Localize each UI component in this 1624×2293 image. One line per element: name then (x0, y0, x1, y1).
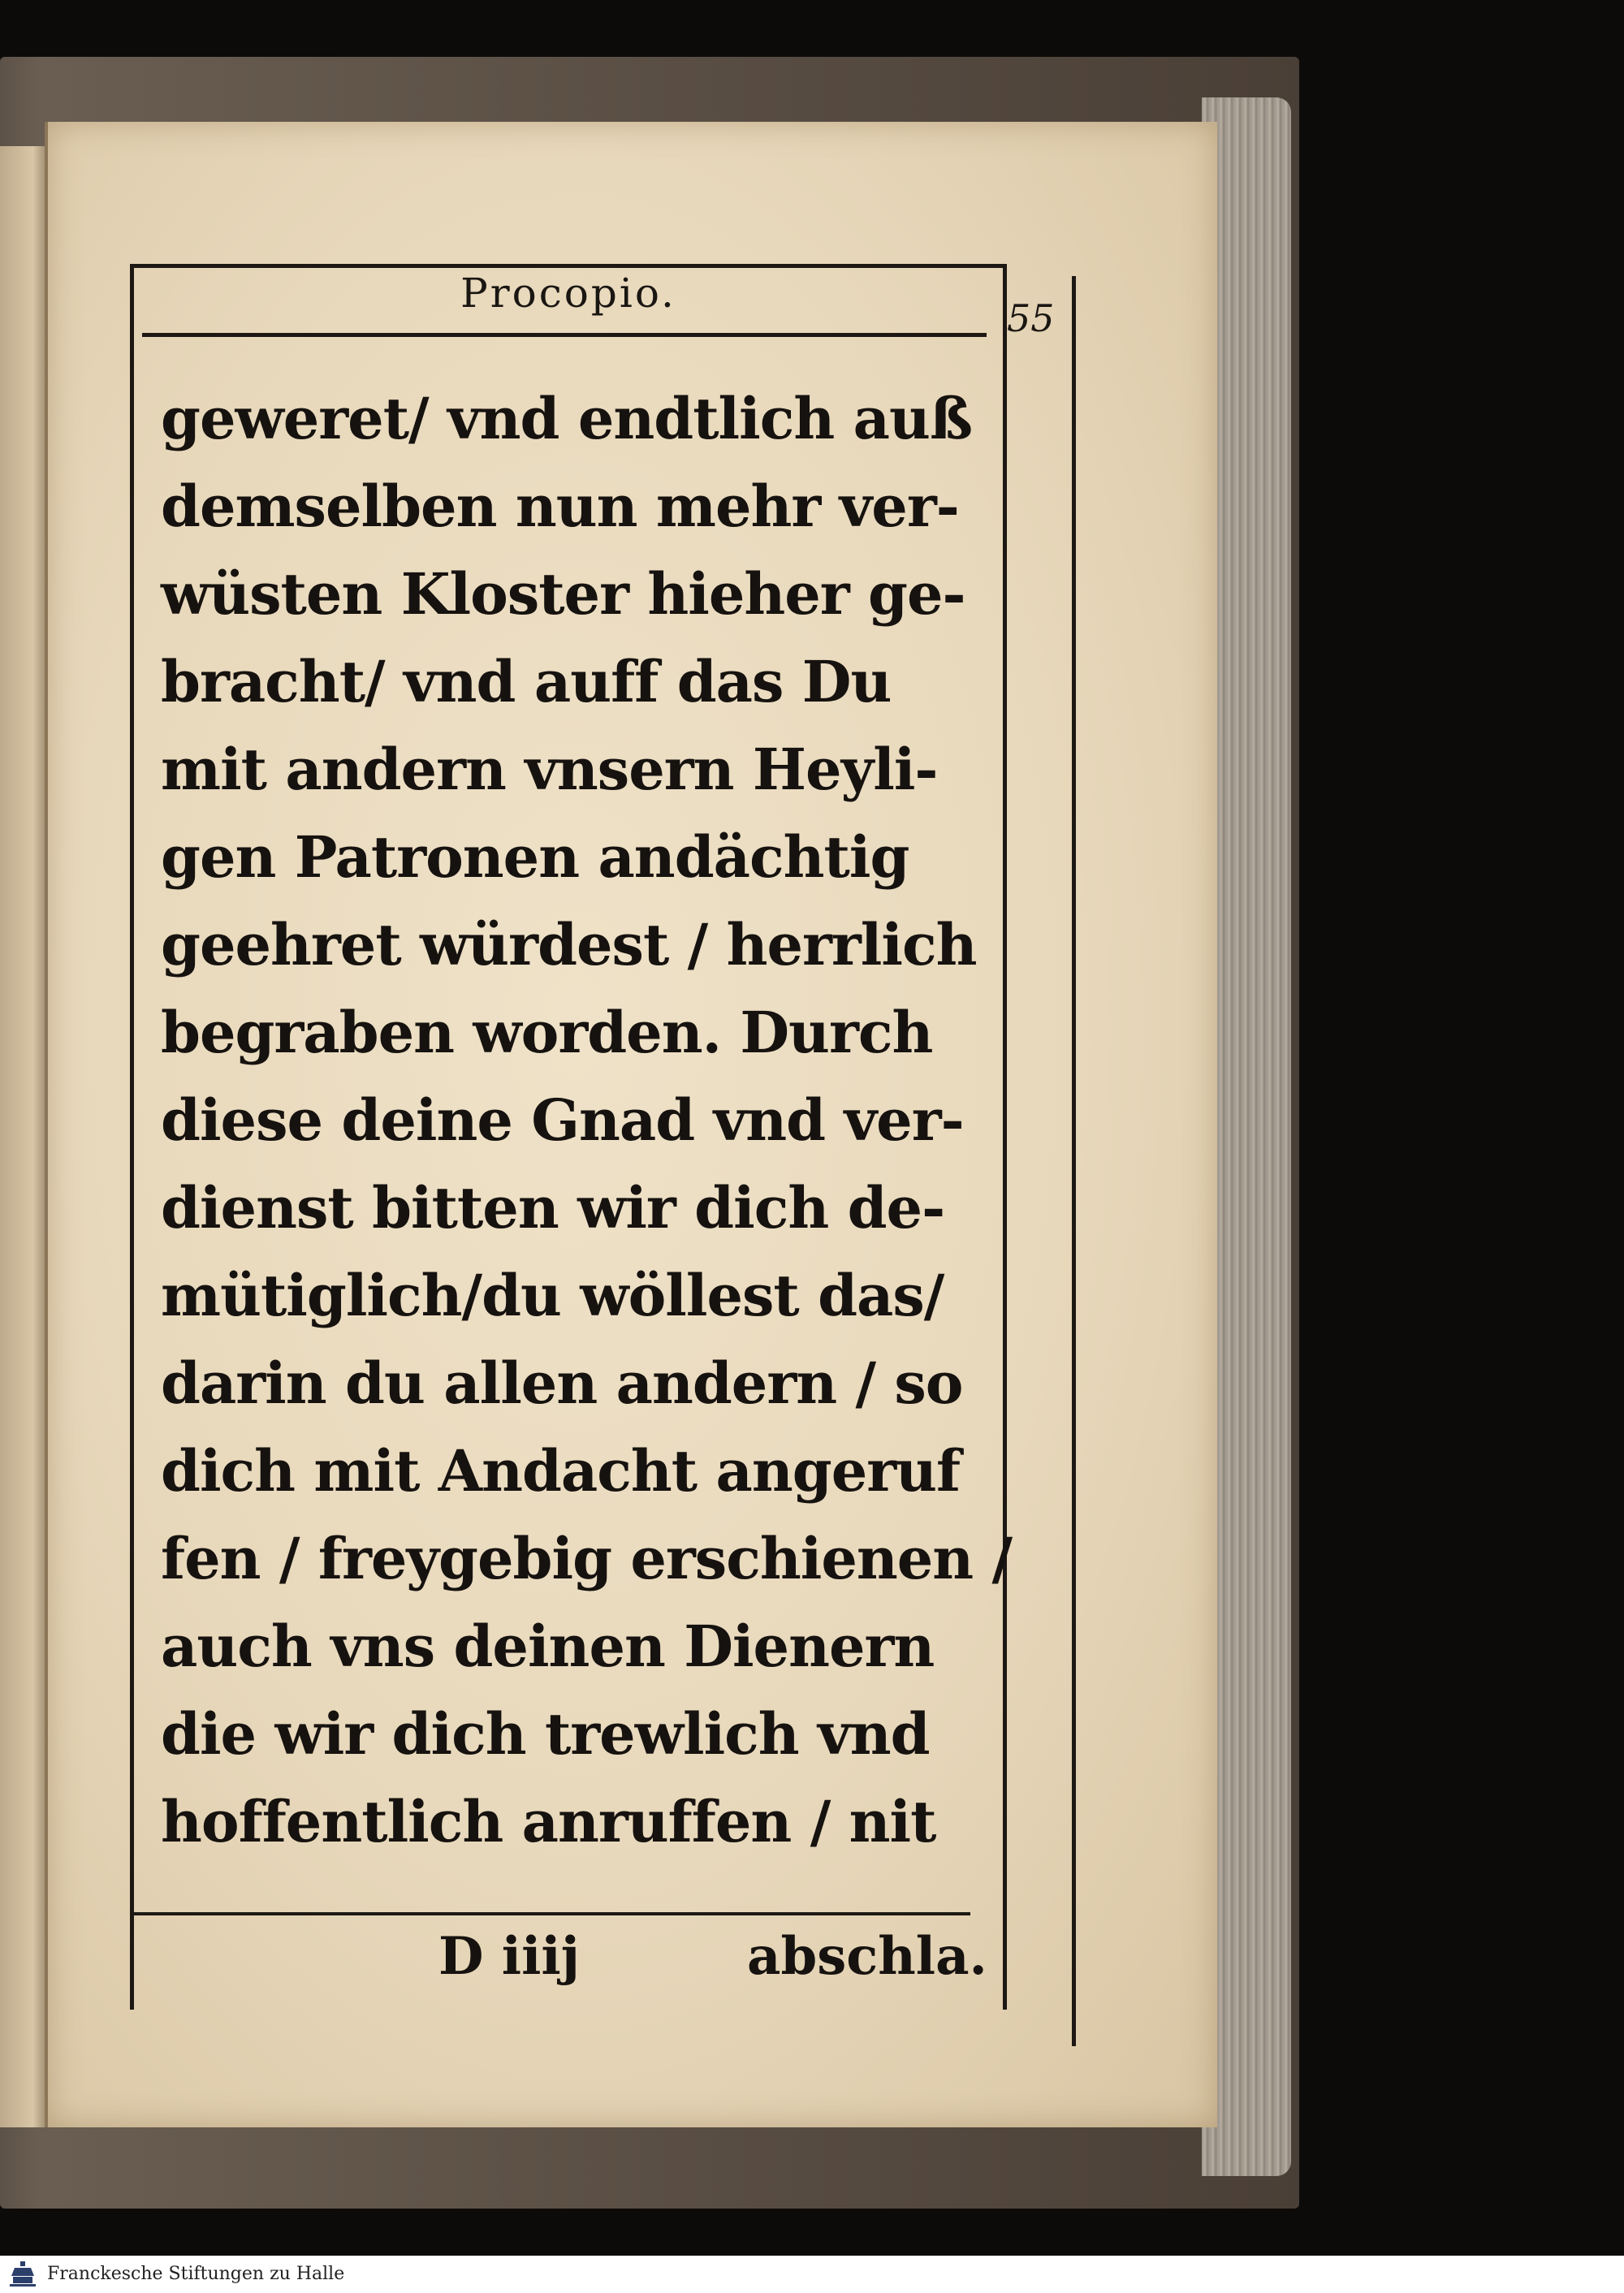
margin-rule (1072, 276, 1076, 2046)
text-line: die wir dich trewlich vnd (161, 1700, 930, 1768)
footer-bar (0, 2256, 1624, 2293)
text-line: mütiglich/du wöllest das/ (161, 1262, 944, 1329)
running-head: Procopio. (460, 270, 676, 317)
page-number: 55 (1007, 296, 1055, 340)
text-line: hoffentlich anruffen / nit (161, 1788, 936, 1855)
catchword: abschla. (747, 1926, 987, 1987)
text-line: darin du allen andern / so (161, 1349, 963, 1417)
text-line: fen / freygebig erschienen / (161, 1525, 1013, 1592)
text-line: dich mit Andacht angeruf (161, 1437, 961, 1505)
text-line: begraben worden. Durch (161, 999, 933, 1066)
text-line: diese deine Gnad vnd ver- (161, 1086, 964, 1154)
text-line: bracht/ vnd auff das Du (161, 648, 892, 715)
text-line: wüsten Kloster hieher ge- (161, 560, 965, 628)
header-rule (142, 333, 987, 337)
text-line: mit andern vnsern Heyli- (161, 736, 938, 803)
facing-page-edge (0, 146, 50, 2127)
signature-mark: D iiij (438, 1926, 580, 1987)
body-text (161, 375, 1013, 1866)
text-line: auch vns deinen Dienern (161, 1613, 935, 1680)
text-line: gen Patronen andächtig (161, 823, 909, 891)
footer-rule (134, 1912, 970, 1915)
institution-logo-icon (6, 2260, 39, 2289)
text-line: dienst bitten wir dich de- (161, 1174, 945, 1242)
text-line: demselben nun mehr ver- (161, 473, 959, 540)
institution-name: Franckesche Stiftungen zu Halle (47, 2264, 345, 2284)
text-line: geehret würdest / herrlich (161, 911, 977, 978)
text-line: geweret/ vnd endtlich auß (161, 385, 973, 452)
